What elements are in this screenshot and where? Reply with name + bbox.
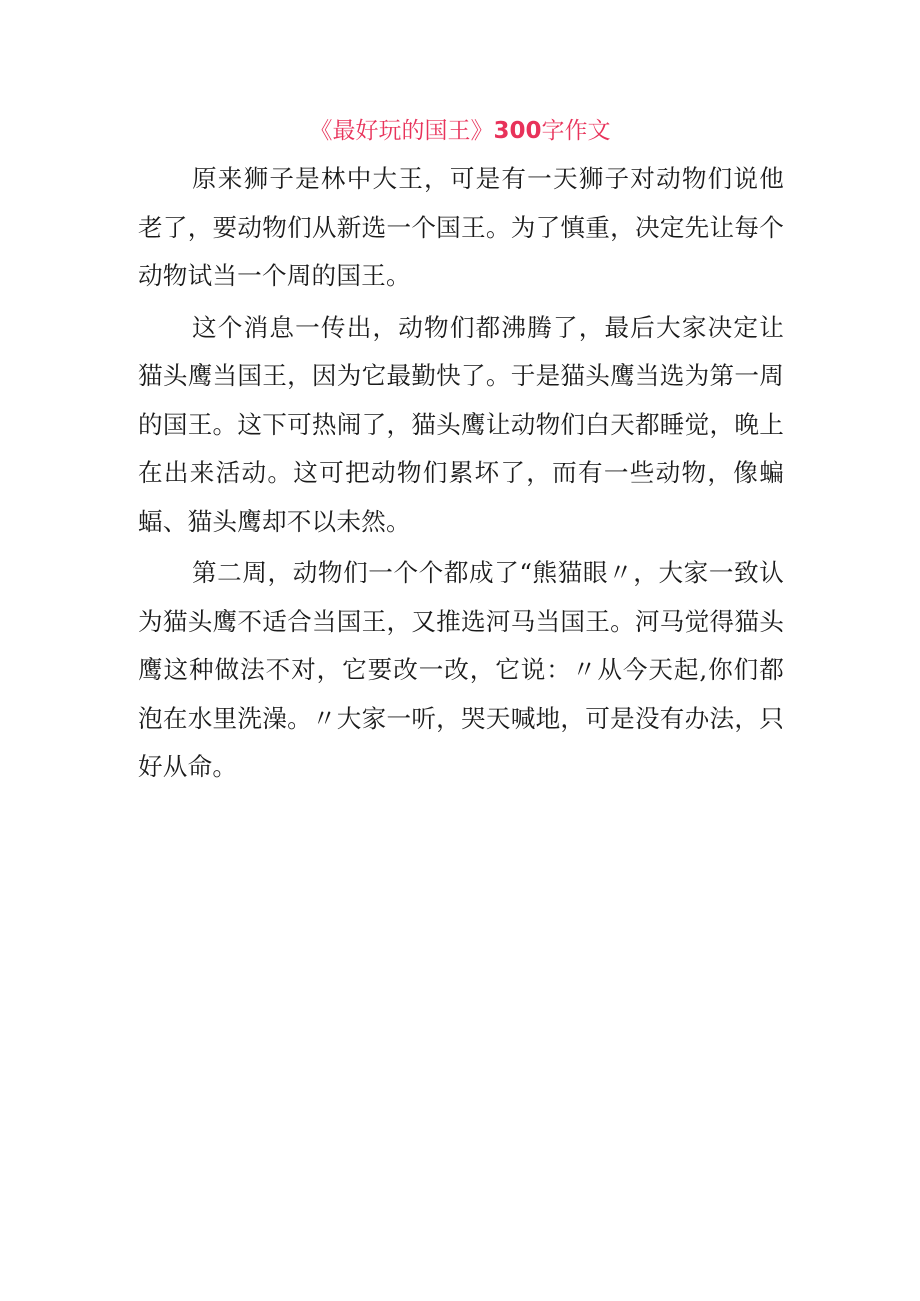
title-number: 300 — [493, 118, 542, 144]
title-suffix: 字作文 — [541, 118, 611, 144]
paragraph-2: 这个消息一传出，动物们都沸腾了，最后大家决定让猫头鹰当国王，因为它最勤快了。于是猫头鹰当选为第一周的国王。这下可热闹了，猫头鹰让动物们白天都睡觉，晚上在出来活动。这可把动物们累坏了，而有一些动物，像蝙蝠、猫头鹰却不以未然。 — [138, 312, 784, 536]
document-title — [0, 112, 920, 150]
document-body — [138, 155, 784, 795]
title-prefix: 《最好玩的国王》 — [309, 118, 494, 144]
paragraph-3: 第二周，动物们一个个都成了“熊猫眼〃，大家一致认为猫头鹰不适合当国王，又推选河马当国王。河马觉得猫头鹰这种做法不对，它要改一改，它说：〃从今天起,你们都泡在水里洗澡。〃大家一听，哭天喊地，可是没有办法，只好从命。 — [138, 558, 784, 781]
paragraph-1: 原来狮子是林中大王，可是有一天狮子对动物们说他老了，要动物们从新选一个国王。为了慎重，决定先让每个动物试当一个周的国王。 — [138, 164, 784, 290]
